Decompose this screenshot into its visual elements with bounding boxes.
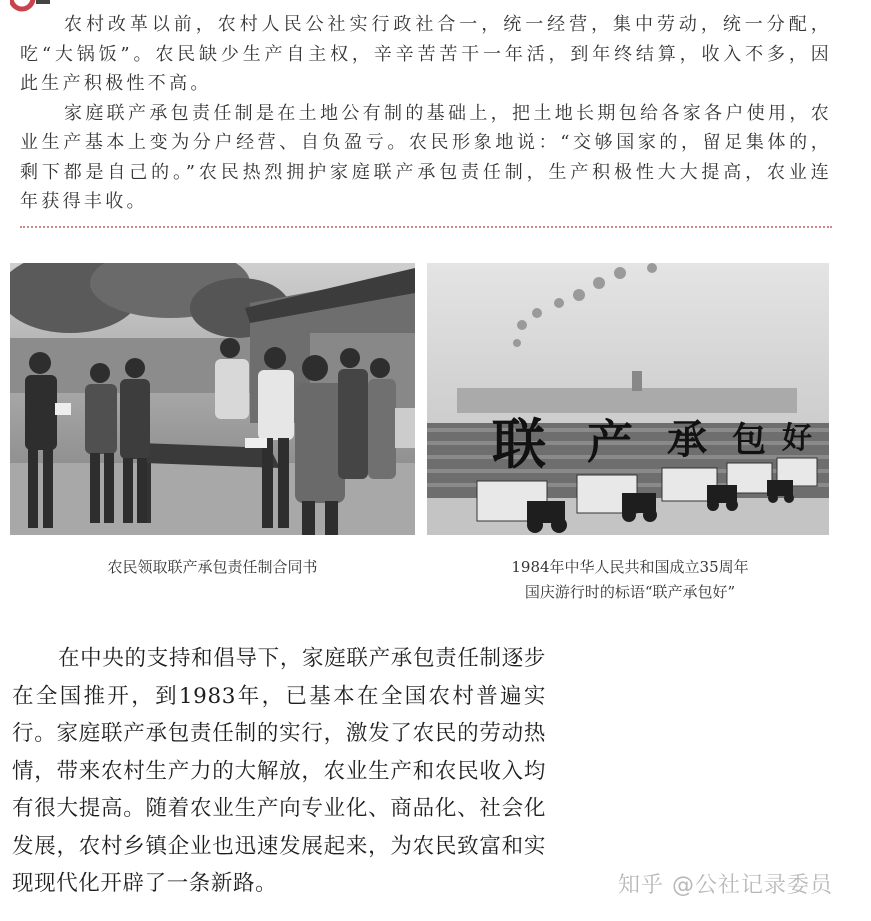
box-paragraph-1: 农村改革以前，农村人民公社实行政社合一，统一经营，集中劳动，统一分配，吃“大锅饭”。农民缺少生产自主权，辛辛苦苦干一年活，到年终结算，收入不多，因此生产积极性不高。 — [20, 14, 832, 94]
banner-char-1: 联 — [492, 413, 546, 476]
caption-right — [440, 555, 820, 605]
banner-char-2: 产 — [587, 415, 633, 469]
caption-left — [10, 555, 415, 580]
banner-char-4: 包 — [732, 420, 766, 460]
background-box — [20, 10, 832, 217]
banner-char-3: 承 — [667, 417, 707, 463]
caption-right-line-2: 国庆游行时的标语“联产承包好” — [524, 583, 736, 601]
box-paragraph-2: 家庭联产承包责任制是在土地公有制的基础上，把土地长期包给各家各户使用，农业生产基本上变为分户经营、自负盈亏。农民形象地说：“交够国家的，留足集体的，剩下都是自己的。”农民热烈拥护家庭联产承包责任制，生产积极性大大提高，农业连年获得丰收。 — [20, 102, 832, 212]
caption-right-line-1: 1984年中华人民共和国成立35周年 — [511, 558, 749, 576]
main-paragraph: 在中央的支持和倡导下，家庭联产承包责任制逐步在全国推开，到1983年，已基本在全国农村普遍实行。家庭联产承包责任制的实行，激发了农民的劳动热情，带来农村生产力的大解放，农业生产和农民收入均有很大提高。随着农业生产向专业化、商品化、社会化发展，农村乡镇企业也迅速发展起来，为农民致富和实现现代化开辟了一条新路。 — [12, 646, 546, 896]
photo-parade-slogan — [427, 263, 829, 535]
main-body — [12, 640, 546, 903]
parade-slogan-image — [427, 263, 829, 535]
farmers-contracts-image — [10, 263, 415, 535]
watermark: 知乎 @公社记录委员 — [618, 873, 833, 898]
banner-char-5: 好 — [782, 421, 812, 456]
dotted-divider — [20, 226, 832, 228]
photo-farmers-contracts — [10, 263, 415, 535]
caption-left-text: 农民领取联产承包责任制合同书 — [107, 558, 318, 576]
